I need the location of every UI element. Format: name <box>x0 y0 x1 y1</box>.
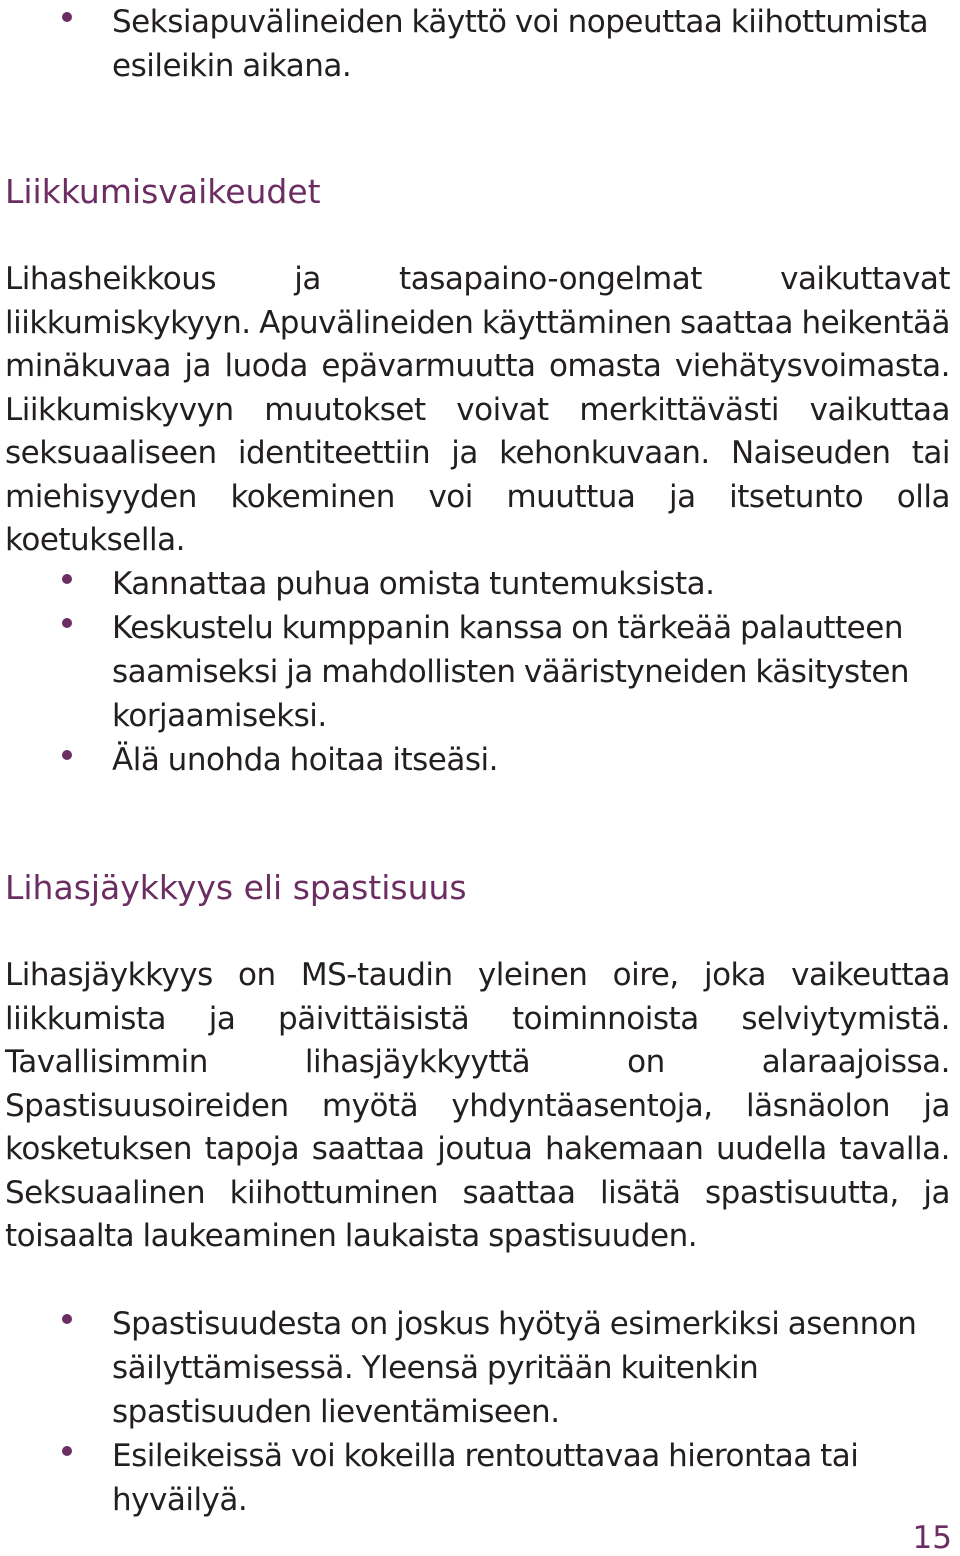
section-heading-mobility: Liikkumisvaikeudet <box>5 172 321 211</box>
list-item <box>0 1302 950 1434</box>
list-item-text: Kannattaa puhua omista tuntemuksista. <box>112 566 715 602</box>
list-item <box>0 562 950 606</box>
list-item <box>0 738 950 782</box>
list-item-text: Seksiapuvälineiden käyttö voi nopeuttaa kiihottumista esileikin aikana. <box>112 4 929 84</box>
mobility-bullet-list <box>0 562 950 782</box>
list-item <box>0 0 950 88</box>
list-item <box>0 1434 950 1522</box>
section-heading-spasticity: Lihasjäykkyys eli spastisuus <box>5 868 467 907</box>
section-paragraph-mobility: Lihasheikkous ja tasapaino-ongelmat vaikuttavat liikkumiskykyyn. Apuvälineiden käyttäminen saattaa heikentää minäkuvaa ja luoda epävarmuutta omasta viehätysvoimasta. Liikkumiskyvyn muutokset voivat merkittävästi vaikuttaa seksuaaliseen identiteettiin ja kehonkuvaan. Naiseuden tai miehisyyden kokeminen voi muuttua ja itsetunto olla koetuksella. <box>5 261 950 558</box>
list-item-text: Spastisuudesta on joskus hyötyä esimerkiksi asennon säilyttämisessä. Yleensä pyritään kuitenkin spastisuuden lieventämiseen. <box>112 1306 917 1430</box>
spasticity-bullet-list <box>0 1302 950 1522</box>
bullet-icon <box>62 12 72 22</box>
list-item <box>0 606 950 738</box>
list-item-text: Esileikeissä voi kokeilla rentouttavaa hierontaa tai hyväilyä. <box>112 1438 859 1518</box>
list-item-text: Keskustelu kumppanin kanssa on tärkeää palautteen saamiseksi ja mahdollisten vääristyneiden käsitysten korjaamiseksi. <box>112 610 910 734</box>
bullet-icon <box>62 1314 72 1324</box>
list-item-text: Älä unohda hoitaa itseäsi. <box>112 742 498 778</box>
intro-bullet-list <box>0 0 950 88</box>
bullet-icon <box>62 574 72 584</box>
page-number: 15 <box>912 1520 952 1556</box>
section-paragraph-spasticity: Lihasjäykkyys on MS-taudin yleinen oire, joka vaikeuttaa liikkumista ja päivittäisistä toiminnoista selviytymistä. Tavallisimmin lihasjäykkyyttä on alaraajoissa. Spastisuusoireiden myötä yhdyntäasentoja, läsnäolon ja kosketuksen tapoja saattaa joutua hakemaan uudella tavalla. Seksuaalinen kiihottuminen saattaa lisätä spastisuutta, ja toisaalta laukeaminen laukaista spastisuuden. <box>5 957 950 1254</box>
bullet-icon <box>62 618 72 628</box>
bullet-icon <box>62 750 72 760</box>
bullet-icon <box>62 1446 72 1456</box>
